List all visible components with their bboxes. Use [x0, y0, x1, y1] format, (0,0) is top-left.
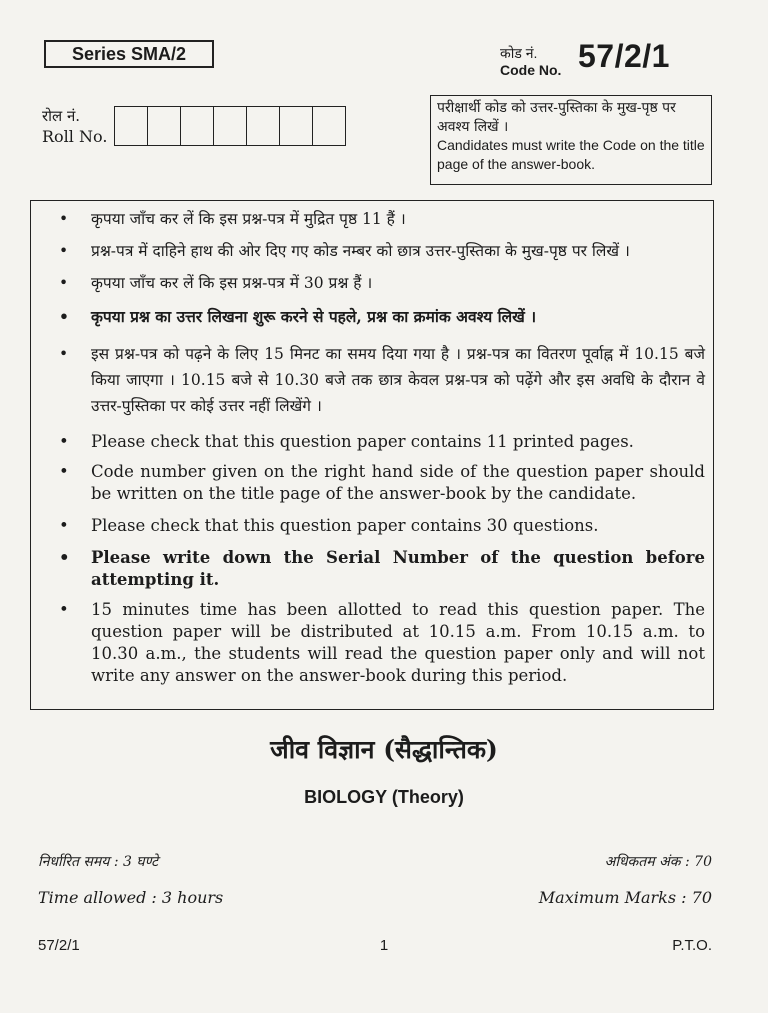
instruction-item: [59, 305, 705, 329]
pto-label: P.T.O.: [672, 937, 712, 954]
code-notice-box: [430, 95, 712, 185]
code-label-hindi: कोड नं.: [500, 45, 538, 61]
bullet: •: [59, 242, 69, 260]
bullet: •: [59, 516, 69, 535]
instruction-item: [59, 271, 705, 295]
subject-title-english: BIOLOGY (Theory): [304, 787, 464, 807]
notice-hindi: परीक्षार्थी कोड को उत्तर-पुस्तिका के मुख-पृष्ठ पर अवश्य लिखें ।: [437, 100, 676, 135]
instructions-box: [30, 200, 714, 710]
instruction-text: कृपया जाँच कर लें कि इस प्रश्न-पत्र में मुद्रित पृष्ठ 11 हैं ।: [91, 210, 406, 228]
maximum-marks-english: Maximum Marks : 70: [538, 888, 712, 907]
notice-english: Candidates must write the Code on the title page of the answer-book.: [437, 137, 705, 172]
time-allowed-hindi: निर्धारित समय : 3 घण्टे: [38, 854, 159, 870]
instruction-item: [59, 547, 705, 591]
maximum-marks-hindi: अधिकतम अंक : 70: [604, 854, 712, 870]
instruction-text: कृपया जाँच कर लें कि इस प्रश्न-पत्र में 30 प्रश्न हैं ।: [91, 274, 373, 292]
instruction-text: Please check that this question paper contains 30 questions.: [91, 516, 599, 535]
series-label: Series SMA/2: [44, 40, 214, 68]
roll-box[interactable]: [147, 106, 181, 146]
bullet: •: [59, 432, 69, 451]
instruction-item: [59, 461, 705, 505]
bullet: •: [59, 548, 70, 567]
code-label-english: Code No.: [500, 62, 562, 78]
bullet: •: [59, 600, 69, 619]
roll-box[interactable]: [312, 106, 346, 146]
page-number: 1: [379, 937, 389, 954]
instruction-item: [59, 431, 705, 453]
instruction-text: Code number given on the right hand side of the question paper should be written on the title page of the answer-book by the candidate.: [91, 462, 705, 503]
instruction-item: [59, 239, 705, 263]
roll-box[interactable]: [246, 106, 280, 146]
instruction-item: [59, 207, 705, 231]
roll-label-hindi: रोल नं.: [42, 107, 81, 125]
bullet: •: [59, 274, 69, 292]
instruction-item: [59, 599, 705, 687]
bullet: •: [59, 345, 69, 363]
instruction-text: Please write down the Serial Number of the question before attempting it.: [91, 548, 705, 589]
instruction-text: प्रश्न-पत्र में दाहिने हाथ की ओर दिए गए कोड नम्बर को छात्र उत्तर-पुस्तिका के मुख-पृष्ठ पर लिखें ।: [91, 242, 630, 260]
instruction-text: Please check that this question paper contains 11 printed pages.: [91, 432, 634, 451]
bullet: •: [59, 462, 69, 481]
roll-box[interactable]: [213, 106, 247, 146]
time-allowed-english: Time allowed : 3 hours: [38, 888, 224, 907]
roll-number-boxes[interactable]: [114, 106, 345, 146]
roll-label-english: Roll No.: [42, 127, 108, 146]
instruction-text: इस प्रश्न-पत्र को पढ़ने के लिए 15 मिनट का समय दिया गया है । प्रश्न-पत्र का वितरण पूर्वाह्न में 10.15 बजे किया जाएगा । 10.15 बजे से 10.30 बजे तक छात्र केवल प्रश्न-पत्र को पढ़ेंगे और इस अवधि के दौरान वे उत्तर-पुस्तिका पर कोई उत्तर नहीं लिखेंगे ।: [91, 345, 705, 415]
footer-code: 57/2/1: [38, 937, 80, 954]
instruction-item: [59, 341, 705, 419]
roll-box[interactable]: [279, 106, 313, 146]
code-number: 57/2/1: [578, 38, 670, 74]
bullet: •: [59, 210, 69, 228]
instruction-item: [59, 515, 705, 537]
bullet: •: [59, 307, 69, 326]
instruction-text: 15 minutes time has been allotted to read this question paper. The question paper will be distributed at 10.15 a.m. From 10.15 a.m. to 10.30 a.m., the students will read the question paper only and will not write any answer on the answer-book during this period.: [91, 600, 705, 685]
roll-box[interactable]: [114, 106, 148, 146]
roll-box[interactable]: [180, 106, 214, 146]
subject-title-hindi: जीव विज्ञान (सैद्धान्तिक): [270, 735, 498, 764]
instruction-text: कृपया प्रश्न का उत्तर लिखना शुरू करने से पहले, प्रश्न का क्रमांक अवश्य लिखें ।: [91, 307, 537, 326]
